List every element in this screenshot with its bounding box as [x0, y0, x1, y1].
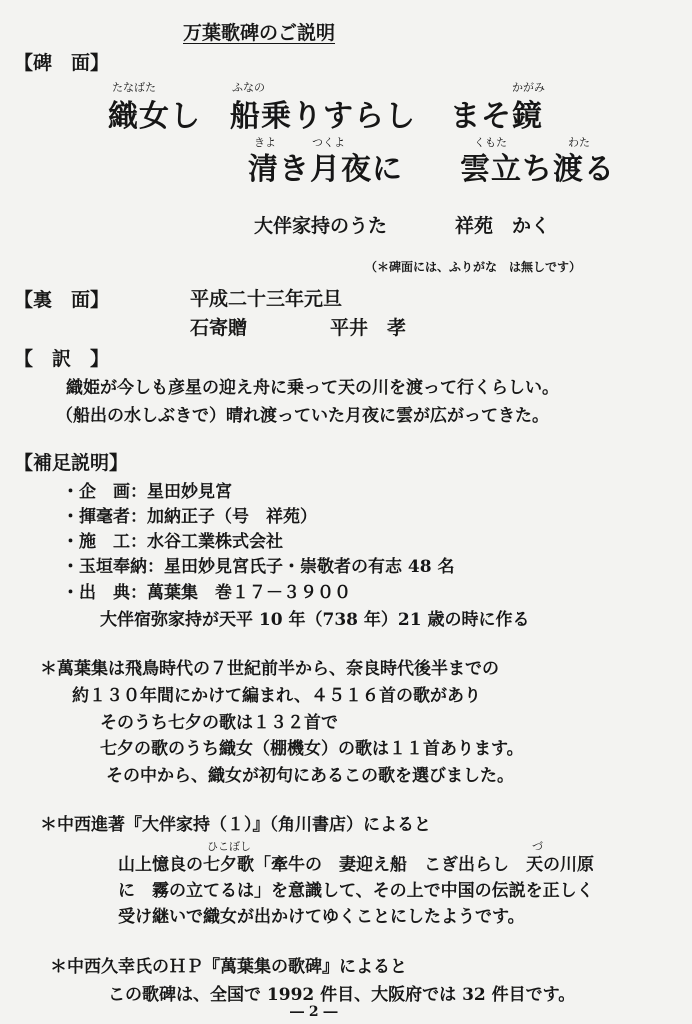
furigana-note: （＊碑面には、ふりがな は無しです） — [365, 260, 582, 274]
donor-name: 平井 孝 — [330, 317, 407, 339]
note1-line-2: 約１３０年間にかけて編まれ、４５１６首の歌があり — [72, 686, 482, 706]
translation-header: 【 訳 】 — [14, 348, 110, 370]
ruby-tanabata: たなばた — [112, 81, 156, 94]
note1-line-5: その中から、織女が初句にあるこの歌を選びました。 — [106, 766, 514, 786]
translation-line-2: （船出の水しぶきで）晴れ渡っていた月夜に雲が広がってきた。 — [56, 406, 549, 426]
note1-line-4: 七夕の歌のうち織女（棚機女）の歌は１１首あります。 — [100, 739, 524, 759]
note3-line: この歌碑は、全国で 1992 件目、大阪府では 32 件目です。 — [108, 985, 576, 1005]
poem-line1-part3: まそ鏡 — [450, 99, 543, 134]
note1-line-1: ＊萬葉集は飛鳥時代の７世紀前半から、奈良時代後半までの — [40, 659, 499, 679]
document-title: 万葉歌碑のご説明 — [183, 22, 336, 44]
note2-line-1: 山上憶良の七夕歌「牽牛の 妻迎え船 こぎ出らし 天の川原 — [118, 855, 594, 875]
supplement-item-fence: ・玉垣奉納：星田妙見宮氏子・崇敬者の有志 48 名 — [62, 557, 455, 577]
back-face-date: 平成二十三年元旦 — [190, 288, 343, 310]
back-face-header: 【裏 面】 — [14, 289, 110, 311]
front-face-header: 【碑 面】 — [14, 52, 110, 74]
note1-line-3: そのうち七夕の歌は１３２首で — [100, 713, 338, 733]
poem-line2-part1: 清き月夜に — [248, 152, 403, 187]
ruby-funano: ふなの — [232, 81, 265, 94]
note2-line-3: 受け継いで織女が出かけてゆくことにしたようです。 — [118, 907, 525, 927]
ruby-kumota: くもた — [474, 136, 507, 149]
ruby-tsukuyo: つくよ — [312, 136, 345, 149]
ruby-wata: わた — [568, 136, 590, 149]
note2-heading: ＊中西進著『大伴家持（１）』（角川書店）によると — [40, 815, 431, 835]
poem-line2-part2: 雲立ち渡る — [460, 152, 615, 187]
ruby-zu: づ — [532, 840, 543, 853]
page-number: ― 2 ― — [290, 1004, 338, 1020]
supplement-header: 【補足説明】 — [14, 452, 129, 474]
ruby-kagami: かがみ — [512, 81, 545, 94]
calligrapher-credit: 祥苑 かく — [455, 215, 551, 237]
source-detail: 大伴宿弥家持が天平 10 年（738 年）21 歳の時に作る — [100, 610, 530, 630]
supplement-item-construction: ・施 工：水谷工業株式会社 — [62, 532, 283, 552]
note3-heading: ＊中西久幸氏のＨＰ『萬葉集の歌碑』によると — [50, 957, 407, 977]
poem-line1-part1: 織女し — [108, 99, 201, 134]
donor-label: 石寄贈 — [190, 317, 248, 339]
poem-line1-part2: 船乗りすらし — [230, 99, 416, 134]
note2-line-2: に 霧の立てるは」を意識して、その上で中国の伝説を正しく — [118, 881, 594, 901]
supplement-item-source: ・出 典：萬葉集 巻１７－３９００ — [62, 583, 351, 603]
supplement-item-calligrapher: ・揮毫者：加納正子（号 祥苑） — [62, 507, 317, 527]
ruby-hikoboshi: ひこぼし — [207, 840, 251, 853]
ruby-kiyo: きよ — [254, 136, 276, 149]
translation-line-1: 織姫が今しも彦星の迎え舟に乗って天の川を渡って行くらしい。 — [66, 378, 559, 398]
supplement-item-planning: ・企 画：星田妙見宮 — [62, 482, 232, 502]
poem-author: 大伴家持のうた — [254, 215, 388, 237]
